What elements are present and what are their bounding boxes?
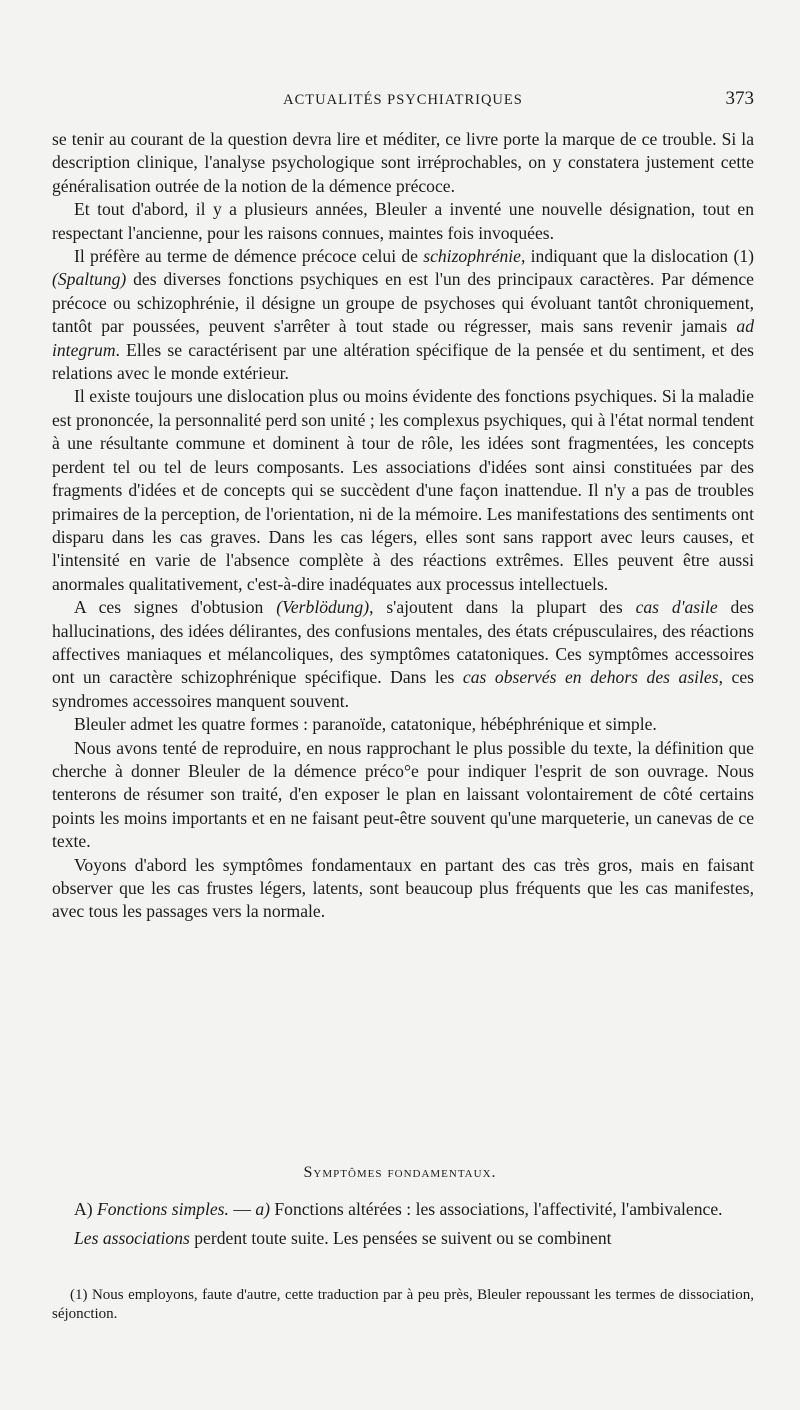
running-title: ACTUALITÉS PSYCHIATRIQUES <box>283 92 523 108</box>
term-verblodung: (Verblödung) <box>276 597 370 618</box>
term-cas-asile: cas d'asile <box>635 597 718 618</box>
paragraph-5: A ces signes d'obtusion (Verblödung), s'ajoutent dans la plupart des cas d'asile des hallucinations, des idées délirantes, des confusions mentales, des états crépusculaires, des réactions affectives maniaques et mélancoliques, des symptômes catatoniques. Ces symptômes accessoires ont un caractère schizophrénique spécifique. Dans les cas observés en dehors des asiles, ces syndromes accessoires manquent souvent. <box>52 597 755 711</box>
section-title: Symptômes fondamentaux. <box>303 1164 497 1181</box>
paragraph-7: Nous avons tenté de reproduire, en nous rapprochant le plus possible du texte, la définition que cherche à donner Bleuler de la démence préco°e pour indiquer l'esprit de son ouvrage. Nous tenterons de résumer son traité, d'en exposer le plan en laissant volontairement de côté certains points les moins importants et en ne faisant peut-être souvent qu'une marqueterie, un canevas de ce texte. <box>52 737 754 852</box>
section-text <box>52 1198 754 1257</box>
paragraph-3: Il préfère au terme de démence précoce celui de schizophrénie, indiquant que la dislocation (1) (Spaltung) des diverses fonctions psychiques en est l'un des principaux caractères. Par démence précoce ou schizophrénie, il désigne un groupe de psychoses qui évoluant tantôt chroniquement, tantôt par poussées, peuvent s'arrêter à tout stade ou régresser, mais sans revenir jamais ad integrum. Elles se caractérisent par une altération spécifique de la pensée et du sentiment, et des relations avec le monde extérieur. <box>52 246 754 384</box>
section-paragraph-1: A) Fonctions simples. — a) Fonctions altérées : les associations, l'affectivité, l'ambivalence. <box>74 1199 723 1219</box>
footnote-text: (1) Nous employons, faute d'autre, cette traduction par à peu près, Bleuler repoussant les termes de dissociation, séjonction. <box>52 1287 754 1322</box>
paragraph-8: Voyons d'abord les symptômes fondamentaux en partant des cas très gros, mais en faisant observer que les cas frustes légers, latents, sont beaucoup plus fréquents que les cas manifestes, avec tous les passages vers la normale. <box>52 854 754 922</box>
section-paragraph-2: Les associations perdent toute suite. Les pensées se suivent ou se combinent <box>74 1228 612 1249</box>
paragraph-1: se tenir au courant de la question devra lire et méditer, ce livre porte la marque de ce trouble. Si la description clinique, l'analyse psychologique sont irréprochables, on y constatera justement cette généralisation outrée de la notion de la démence précoce. <box>52 129 754 196</box>
footnote <box>52 1286 754 1324</box>
page-header <box>52 88 754 112</box>
paragraph-4: Il existe toujours une dislocation plus ou moins évidente des fonctions psychiques. Si la maladie est prononcée, la personnalité perd son unité ; les complexus psychiques, qui à l'état normal tendent à une résultante commune et dominent à tour de rôle, les idées sont fragmentées, les concepts perdent tel ou tel de leurs composants. Les associations d'idées sont ainsi constituées par des fragments d'idées et de concepts qui se succèdent d'une façon inattendue. Il n'y a pas de troubles primaires de la perception, de l'orientation, ni de la mémoire. Les manifestations des sentiments ont disparu dans les cas graves. Dans les cas légers, elles sont sans rapport avec leurs causes, et l'intensité en varie de l'absence complète à des réactions extrêmes. Elles peuvent être aussi anormales qualitativement, c'est-à-dire inadéquates aux processus intellectuels. <box>52 386 754 594</box>
term-cas-observes: cas observés en dehors des asiles <box>462 667 719 688</box>
paragraph-6: Bleuler admet les quatre formes : paranoïde, catatonique, hébéphrénique et simple. <box>74 714 657 735</box>
term-schizophrenie: schizophrénie <box>423 246 521 267</box>
page-number: 373 <box>725 88 754 109</box>
body-text <box>52 128 754 924</box>
term-spaltung: (Spaltung) <box>52 269 127 290</box>
paragraph-2: Et tout d'abord, il y a plusieurs années, Bleuler a inventé une nouvelle désignation, tout en respectant l'ancienne, pour les raisons connues, maintes fois invoquées. <box>52 199 754 243</box>
term-ad-integrum: ad integrum <box>52 316 754 360</box>
